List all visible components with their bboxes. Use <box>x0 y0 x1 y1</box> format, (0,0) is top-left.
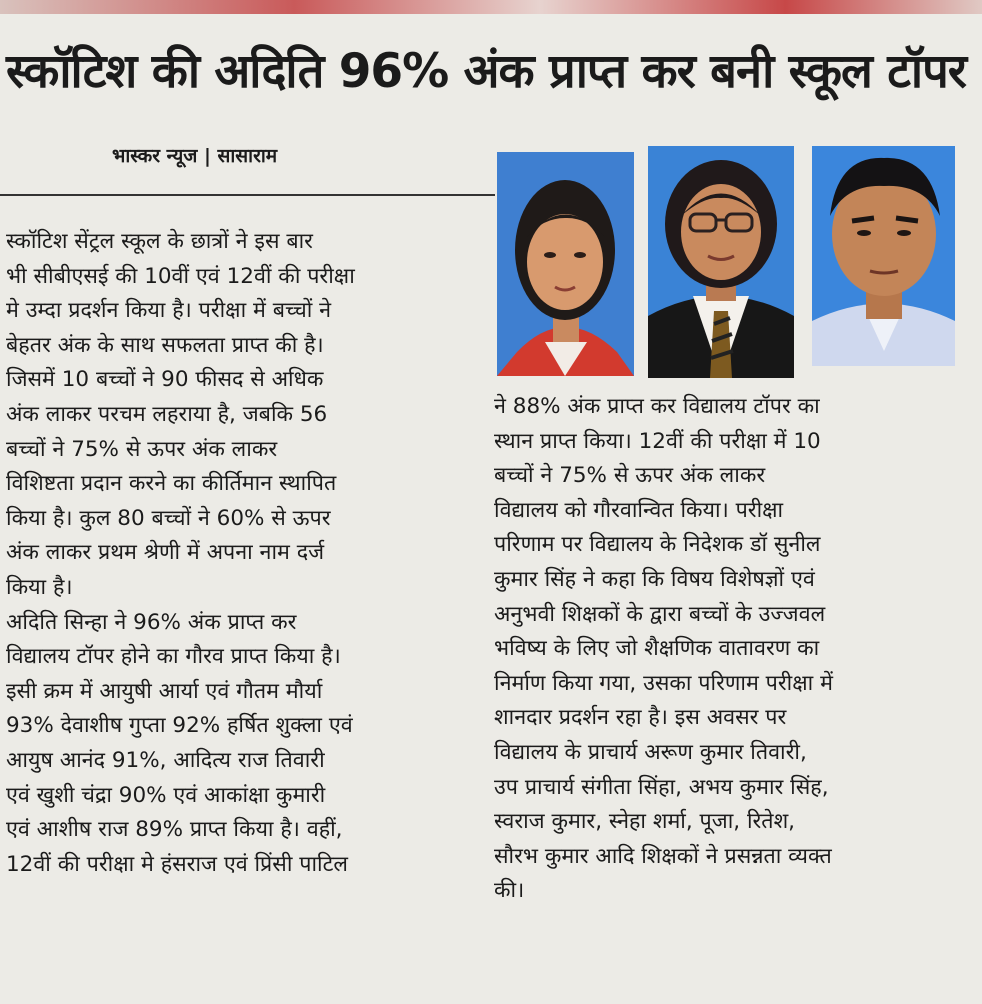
text-line: जिसमें 10 बच्चों ने 90 फीसद से अधिक <box>6 367 324 393</box>
text-line: भविष्य के लिए जो शैक्षणिक वातावरण का <box>494 636 820 662</box>
text-line: शानदार प्रदर्शन रहा है। इस अवसर पर <box>494 705 787 731</box>
text-line: बेहतर अंक के साथ सफलता प्राप्त की है। <box>6 332 324 358</box>
article-column-left <box>6 225 492 882</box>
text-line: अदिति सिन्हा ने 96% अंक प्राप्त कर <box>6 609 297 635</box>
text-line: मे उम्दा प्रदर्शन किया है। परीक्षा में बच्चों ने <box>6 298 332 324</box>
text-line: विद्यालय के प्राचार्य अरूण कुमार तिवारी, <box>494 739 807 765</box>
text-line: विशिष्टता प्रदान करने का कीर्तिमान स्थापित <box>6 471 337 497</box>
text-line: बच्चों ने 75% से ऊपर अंक लाकर <box>494 463 766 489</box>
student-photo-girl-glasses <box>648 146 794 378</box>
text-line: 12वीं की परीक्षा मे हंसराज एवं प्रिंसी पाटिल <box>6 851 348 877</box>
text-line: 93% देवाशीष गुप्ता 92% हर्षित शुक्ला एवं <box>6 713 353 739</box>
text-line: सौरभ कुमार आदि शिक्षकों ने प्रसन्नता व्यक्त <box>494 843 832 869</box>
text-line: अंक लाकर प्रथम श्रेणी में अपना नाम दर्ज <box>6 540 325 566</box>
text-line: एवं खुशी चंद्रा 90% एवं आकांक्षा कुमारी <box>6 782 326 808</box>
student-photo-boy <box>812 146 955 366</box>
text-line: उप प्राचार्य संगीता सिंहा, अभय कुमार सिंह, <box>494 774 829 800</box>
text-line: स्थान प्राप्त किया। 12वीं की परीक्षा में 10 <box>494 428 821 454</box>
article-column-right <box>494 390 976 909</box>
text-line: किया है। कुल 80 बच्चों ने 60% से ऊपर <box>6 505 331 531</box>
text-line: अनुभवी शिक्षकों के द्वारा बच्चों के उज्जवल <box>494 601 826 627</box>
text-line: इसी क्रम में आयुषी आर्या एवं गौतम मौर्या <box>6 678 323 704</box>
text-line: कुमार सिंह ने कहा कि विषय विशेषज्ञों एवं <box>494 566 815 592</box>
student-photo-girl <box>497 152 634 376</box>
text-line: किया है। <box>6 574 73 600</box>
top-color-strip <box>0 0 982 14</box>
text-line: स्कॉटिश सेंट्रल स्कूल के छात्रों ने इस बार <box>6 229 313 254</box>
text-line: परिणाम पर विद्यालय के निदेशक डॉ सुनील <box>494 532 821 558</box>
text-line: विद्यालय टॉपर होने का गौरव प्राप्त किया है। <box>6 644 341 670</box>
text-line: बच्चों ने 75% से ऊपर अंक लाकर <box>6 436 278 462</box>
text-line: की। <box>494 878 525 904</box>
text-line: अंक लाकर परचम लहराया है, जबकि 56 <box>6 401 328 427</box>
text-line: ने 88% अंक प्राप्त कर विद्यालय टॉपर का <box>494 394 820 419</box>
text-line: स्वराज कुमार, स्नेहा शर्मा, पूजा, रितेश, <box>494 809 796 835</box>
photo-strip <box>497 146 967 378</box>
text-line: एवं आशीष राज 89% प्राप्त किया है। वहीं, <box>6 817 343 843</box>
text-line: भी सीबीएसई की 10वीं एवं 12वीं की परीक्षा <box>6 263 355 289</box>
text-line: निर्माण किया गया, उसका परिणाम परीक्षा में <box>494 670 833 696</box>
text-line: आयुष आनंद 91%, आदित्य राज तिवारी <box>6 747 325 773</box>
byline: भास्कर न्यूज | सासाराम <box>112 145 278 167</box>
text-line: विद्यालय को गौरवान्वित किया। परीक्षा <box>494 497 784 523</box>
headline: स्कॉटिश की अदिति 96% अंक प्राप्त कर बनी स्कूल टॉपर <box>6 44 967 99</box>
divider <box>0 194 495 196</box>
